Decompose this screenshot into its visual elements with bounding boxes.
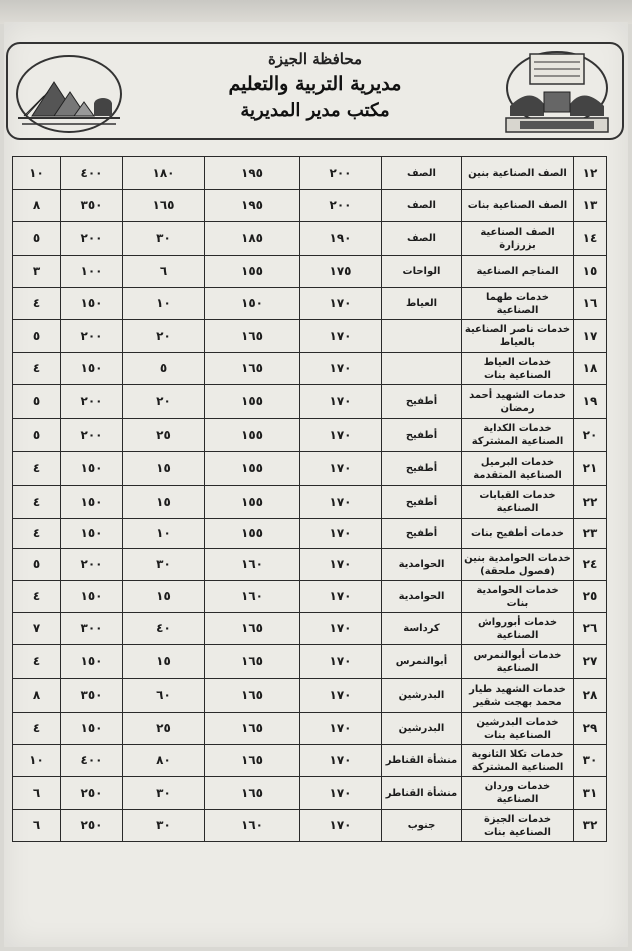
table-row: [13, 353, 607, 385]
value-cell: ١٦٥: [205, 320, 300, 353]
table-row: [13, 157, 607, 190]
pyramids-logo: [14, 52, 124, 136]
value-cell: ٢٠٠: [300, 157, 382, 190]
value-cell: ١٩٥: [205, 190, 300, 222]
row-number: ١٥: [574, 256, 607, 288]
row-number: ٢٢: [574, 486, 607, 519]
value-cell: ٥: [13, 320, 61, 353]
value-cell: ٣٥٠: [61, 190, 123, 222]
area-name: العياط: [382, 288, 462, 320]
value-cell: ١٧٠: [300, 486, 382, 519]
area-name: الحوامدية: [382, 549, 462, 581]
value-cell: ١٥٠: [61, 452, 123, 486]
value-cell: ٤: [13, 713, 61, 745]
school-name: الصف الصناعية بنين: [462, 157, 574, 190]
value-cell: ٤٠٠: [61, 157, 123, 190]
value-cell: ٤٠: [123, 613, 205, 645]
value-cell: ١٥٥: [205, 486, 300, 519]
table-row: [13, 810, 607, 842]
row-number: ١٩: [574, 385, 607, 419]
value-cell: ١٥٠: [61, 288, 123, 320]
value-cell: ١٥٥: [205, 256, 300, 288]
value-cell: ٥: [13, 549, 61, 581]
value-cell: ١٥٠: [61, 519, 123, 549]
row-number: ٢٦: [574, 613, 607, 645]
value-cell: ١٦٥: [205, 613, 300, 645]
school-name: خدمات القبابات الصناعية: [462, 486, 574, 519]
area-name: الصف: [382, 222, 462, 256]
row-number: ١٣: [574, 190, 607, 222]
value-cell: ٤: [13, 452, 61, 486]
area-name: البدرشين: [382, 679, 462, 713]
value-cell: ١٧٠: [300, 549, 382, 581]
value-cell: ١٧٠: [300, 810, 382, 842]
school-name: خدمات طهما الصناعية: [462, 288, 574, 320]
school-name: خدمات البرميل الصناعية المتقدمة: [462, 452, 574, 486]
area-name: منشأة القناطر: [382, 777, 462, 810]
value-cell: ٥: [13, 385, 61, 419]
value-cell: ١٧٠: [300, 385, 382, 419]
school-name: خدمات أبوالنمرس الصناعية: [462, 645, 574, 679]
school-name: الصف الصناعية بزرزارة: [462, 222, 574, 256]
value-cell: ٧: [13, 613, 61, 645]
value-cell: ١٧٠: [300, 353, 382, 385]
value-cell: ١٥٥: [205, 385, 300, 419]
row-number: ٢٥: [574, 581, 607, 613]
row-number: ٢٣: [574, 519, 607, 549]
value-cell: ٥: [13, 222, 61, 256]
school-name: الصف الصناعية بنات: [462, 190, 574, 222]
table-row: [13, 745, 607, 777]
value-cell: ٢٥٠: [61, 810, 123, 842]
value-cell: ٤: [13, 645, 61, 679]
area-name: الصف: [382, 157, 462, 190]
value-cell: ٣٠: [123, 810, 205, 842]
table-row: [13, 777, 607, 810]
value-cell: ١٦٠: [205, 810, 300, 842]
row-number: ٣٠: [574, 745, 607, 777]
value-cell: ٢٥: [123, 713, 205, 745]
value-cell: ١٦٥: [205, 645, 300, 679]
table-row: [13, 320, 607, 353]
school-name: خدمات ناصر الصناعية بالعياط: [462, 320, 574, 353]
value-cell: ١٥٠: [61, 486, 123, 519]
value-cell: ٨: [13, 190, 61, 222]
table-row: [13, 679, 607, 713]
row-number: ١٢: [574, 157, 607, 190]
school-name: خدمات البدرشين الصناعية بنات: [462, 713, 574, 745]
value-cell: ١٧٠: [300, 645, 382, 679]
school-name: خدمات الشهيد أحمد رمضان: [462, 385, 574, 419]
value-cell: ١٥٠: [61, 713, 123, 745]
school-name: خدمات العياط الصناعية بنات: [462, 353, 574, 385]
table-row: [13, 713, 607, 745]
school-name: خدمات أبورواش الصناعية: [462, 613, 574, 645]
value-cell: ٣٠: [123, 222, 205, 256]
area-name: جنوب: [382, 810, 462, 842]
value-cell: ١٥٠: [61, 645, 123, 679]
value-cell: ١٧٠: [300, 777, 382, 810]
school-name: خدمات أطفيح بنات: [462, 519, 574, 549]
area-name: أطفيح: [382, 419, 462, 452]
value-cell: ٢٥٠: [61, 777, 123, 810]
area-name: الصف: [382, 190, 462, 222]
table-row: [13, 222, 607, 256]
row-number: ٢٠: [574, 419, 607, 452]
header-titles: [150, 48, 480, 124]
value-cell: ١٧٠: [300, 713, 382, 745]
value-cell: ٢٠: [123, 385, 205, 419]
value-cell: ١٥٠: [61, 581, 123, 613]
value-cell: ١٥٥: [205, 519, 300, 549]
value-cell: ١٧٠: [300, 613, 382, 645]
area-name: [382, 353, 462, 385]
value-cell: ٦٠: [123, 679, 205, 713]
value-cell: ١٦٥: [205, 777, 300, 810]
value-cell: ٢٠٠: [61, 222, 123, 256]
value-cell: ١٦٥: [205, 353, 300, 385]
school-name: خدمات الكداية الصناعية المشتركة: [462, 419, 574, 452]
value-cell: ١٩٥: [205, 157, 300, 190]
area-name: أطفيح: [382, 385, 462, 419]
area-name: [382, 320, 462, 353]
value-cell: ٤: [13, 288, 61, 320]
value-cell: ١٥٠: [61, 353, 123, 385]
row-number: ١٧: [574, 320, 607, 353]
row-number: ٢٧: [574, 645, 607, 679]
value-cell: ١٧٠: [300, 679, 382, 713]
value-cell: ٤٠٠: [61, 745, 123, 777]
value-cell: ١٧٠: [300, 452, 382, 486]
table-row: [13, 419, 607, 452]
value-cell: ٣٠: [123, 549, 205, 581]
value-cell: ١٦٥: [205, 745, 300, 777]
value-cell: ١٧٠: [300, 745, 382, 777]
value-cell: ٢٠٠: [61, 320, 123, 353]
value-cell: ١٧٠: [300, 320, 382, 353]
area-name: الواحات: [382, 256, 462, 288]
directorate-title: مديرية التربية والتعليم: [228, 73, 402, 95]
value-cell: ١٥٠: [205, 288, 300, 320]
value-cell: ٢٥: [123, 419, 205, 452]
value-cell: ١٥٥: [205, 452, 300, 486]
value-cell: ١٠: [123, 519, 205, 549]
school-name: خدمات الجيزة الصناعية بنات: [462, 810, 574, 842]
row-number: ٣٢: [574, 810, 607, 842]
value-cell: ١٥: [123, 581, 205, 613]
value-cell: ٣٠: [123, 777, 205, 810]
governorate-title: محافظة الجيزة: [267, 50, 363, 68]
table-row: [13, 385, 607, 419]
value-cell: ١٠: [123, 288, 205, 320]
value-cell: ٢٠٠: [61, 419, 123, 452]
area-name: منشأة القناطر: [382, 745, 462, 777]
school-name: خدمات وردان الصناعية: [462, 777, 574, 810]
area-name: كرداسة: [382, 613, 462, 645]
table-row: [13, 645, 607, 679]
row-number: ١٨: [574, 353, 607, 385]
value-cell: ٤: [13, 353, 61, 385]
schools-table: [12, 156, 607, 842]
ministry-emblem: [500, 46, 614, 136]
value-cell: ١٨٠: [123, 157, 205, 190]
value-cell: ١٦٠: [205, 581, 300, 613]
value-cell: ٣: [13, 256, 61, 288]
row-number: ٢١: [574, 452, 607, 486]
value-cell: ٦: [13, 777, 61, 810]
area-name: أطفيح: [382, 452, 462, 486]
value-cell: ١٧٠: [300, 519, 382, 549]
row-number: ١٦: [574, 288, 607, 320]
value-cell: ١٠٠: [61, 256, 123, 288]
school-name: خدمات الحوامدية بنين (فصول ملحقة): [462, 549, 574, 581]
value-cell: ١٦٠: [205, 549, 300, 581]
value-cell: ١٧٠: [300, 581, 382, 613]
value-cell: ١٥: [123, 486, 205, 519]
row-number: ٢٤: [574, 549, 607, 581]
school-name: خدمات الشهيد طيار محمد بهجت شقير: [462, 679, 574, 713]
value-cell: ٢٠: [123, 320, 205, 353]
value-cell: ١٦٥: [205, 713, 300, 745]
value-cell: ١٦٥: [205, 679, 300, 713]
value-cell: ١٦٥: [123, 190, 205, 222]
value-cell: ٨٠: [123, 745, 205, 777]
row-number: ٢٩: [574, 713, 607, 745]
value-cell: ٨: [13, 679, 61, 713]
value-cell: ١٨٥: [205, 222, 300, 256]
table-row: [13, 519, 607, 549]
table-row: [13, 581, 607, 613]
value-cell: ٤: [13, 519, 61, 549]
value-cell: ٢٠٠: [61, 549, 123, 581]
table-row: [13, 190, 607, 222]
area-name: أطفيح: [382, 486, 462, 519]
value-cell: ٥: [123, 353, 205, 385]
photo-top-edge: [0, 0, 632, 24]
table-row: [13, 486, 607, 519]
value-cell: ٤: [13, 486, 61, 519]
value-cell: ١٧٥: [300, 256, 382, 288]
value-cell: ١٥: [123, 645, 205, 679]
value-cell: ٦: [123, 256, 205, 288]
value-cell: ١٧٠: [300, 288, 382, 320]
value-cell: ٢٠٠: [300, 190, 382, 222]
area-name: أطفيح: [382, 519, 462, 549]
row-number: ٣١: [574, 777, 607, 810]
table-row: [13, 613, 607, 645]
value-cell: ١٥: [123, 452, 205, 486]
table-row: [13, 549, 607, 581]
area-name: أبوالنمرس: [382, 645, 462, 679]
value-cell: ٣٠٠: [61, 613, 123, 645]
value-cell: ٣٥٠: [61, 679, 123, 713]
school-name: خدمات تكلا الثانوية الصناعية المشتركة: [462, 745, 574, 777]
office-title: مكتب مدير المديرية: [240, 100, 390, 121]
row-number: ١٤: [574, 222, 607, 256]
value-cell: ٤: [13, 581, 61, 613]
table-row: [13, 256, 607, 288]
school-name: المناجم الصناعية: [462, 256, 574, 288]
value-cell: ١٠: [13, 745, 61, 777]
value-cell: ٦: [13, 810, 61, 842]
school-name: خدمات الحوامدية بنات: [462, 581, 574, 613]
row-number: ٢٨: [574, 679, 607, 713]
value-cell: ٢٠٠: [61, 385, 123, 419]
table-row: [13, 288, 607, 320]
value-cell: ١٥٥: [205, 419, 300, 452]
area-name: البدرشين: [382, 713, 462, 745]
value-cell: ١٩٠: [300, 222, 382, 256]
area-name: الحوامدية: [382, 581, 462, 613]
value-cell: ١٠: [13, 157, 61, 190]
value-cell: ٥: [13, 419, 61, 452]
value-cell: ١٧٠: [300, 419, 382, 452]
table-row: [13, 452, 607, 486]
